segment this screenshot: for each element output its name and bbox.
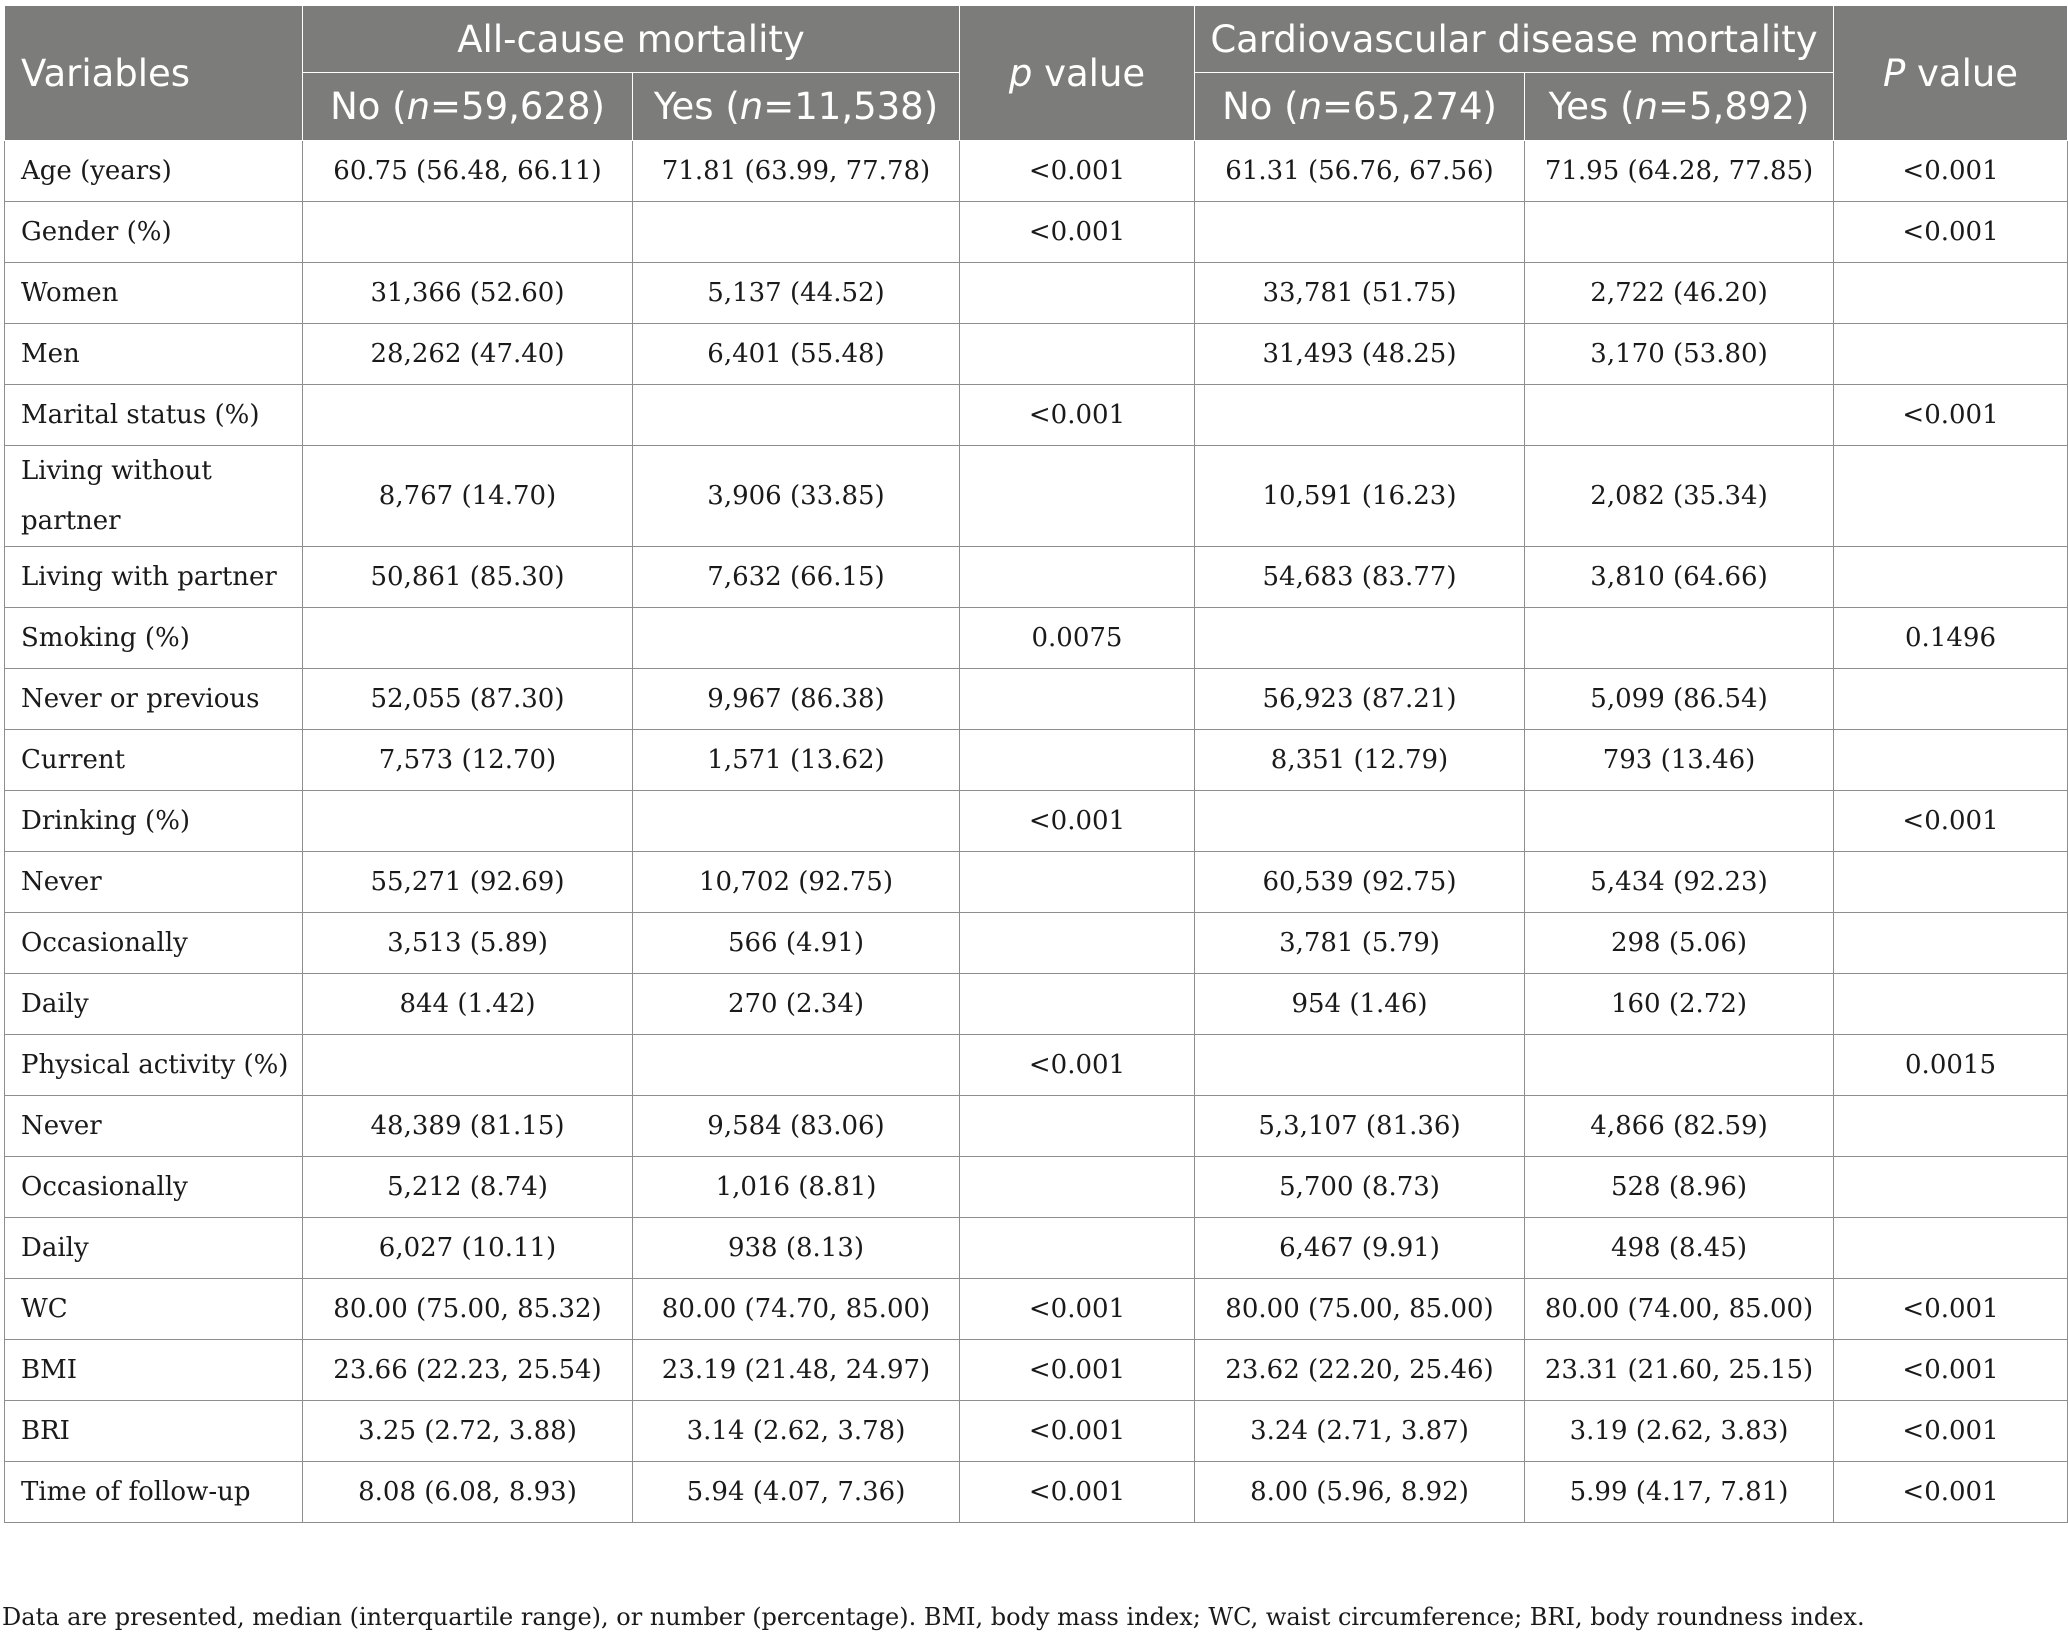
- cell-all-cause-yes: 7,632 (66.15): [633, 547, 960, 608]
- cell-variable: Age (years): [5, 141, 303, 202]
- table-row: [5, 1157, 2068, 1218]
- table-row: [5, 324, 2068, 385]
- table-row: [5, 446, 2068, 547]
- cell-all-cause-yes: 1,016 (8.81): [633, 1157, 960, 1218]
- table-row: [5, 730, 2068, 791]
- table-row: [5, 1218, 2068, 1279]
- cell-p-value-2: [1834, 669, 2068, 730]
- cell-variable: Gender (%): [5, 202, 303, 263]
- cell-all-cause-yes: 3.14 (2.62, 3.78): [633, 1401, 960, 1462]
- cell-variable: BMI: [5, 1340, 303, 1401]
- cell-variable: Time of follow-up: [5, 1462, 303, 1523]
- cell-all-cause-no: 6,027 (10.11): [303, 1218, 633, 1279]
- cell-cvd-no: 31,493 (48.25): [1195, 324, 1525, 385]
- cell-cvd-no: 6,467 (9.91): [1195, 1218, 1525, 1279]
- cell-cvd-yes: 298 (5.06): [1525, 913, 1834, 974]
- cell-cvd-yes: 3,810 (64.66): [1525, 547, 1834, 608]
- table-header: [5, 6, 2068, 141]
- cell-cvd-no: 33,781 (51.75): [1195, 263, 1525, 324]
- table-row: [5, 385, 2068, 446]
- cell-p-value-1: [960, 1157, 1195, 1218]
- table-row: [5, 1096, 2068, 1157]
- cell-cvd-no: [1195, 385, 1525, 446]
- cell-cvd-no: 23.62 (22.20, 25.46): [1195, 1340, 1525, 1401]
- characteristics-table: [4, 5, 2068, 1523]
- cell-p-value-1: [960, 446, 1195, 547]
- cell-variable: Never or previous: [5, 669, 303, 730]
- cell-all-cause-yes: 1,571 (13.62): [633, 730, 960, 791]
- cell-p-value-2: 0.0015: [1834, 1035, 2068, 1096]
- cell-p-value-2: [1834, 547, 2068, 608]
- cell-variable: Marital status (%): [5, 385, 303, 446]
- cell-cvd-no: 954 (1.46): [1195, 974, 1525, 1035]
- cell-cvd-no: 8,351 (12.79): [1195, 730, 1525, 791]
- cell-p-value-2: <0.001: [1834, 1462, 2068, 1523]
- cell-cvd-no: 5,3,107 (81.36): [1195, 1096, 1525, 1157]
- cell-variable: Never: [5, 1096, 303, 1157]
- cell-cvd-no: 54,683 (83.77): [1195, 547, 1525, 608]
- header-all-cause-mortality: All-cause mortality: [303, 6, 960, 73]
- cell-p-value-1: [960, 730, 1195, 791]
- cell-cvd-yes: [1525, 791, 1834, 852]
- cell-p-value-2: [1834, 974, 2068, 1035]
- cell-p-value-1: [960, 1218, 1195, 1279]
- cell-all-cause-yes: 270 (2.34): [633, 974, 960, 1035]
- cell-p-value-1: [960, 547, 1195, 608]
- cell-all-cause-yes: [633, 202, 960, 263]
- cell-p-value-1: <0.001: [960, 202, 1195, 263]
- table-row: [5, 608, 2068, 669]
- cell-variable: Drinking (%): [5, 791, 303, 852]
- cell-p-value-2: [1834, 1218, 2068, 1279]
- cell-all-cause-yes: 71.81 (63.99, 77.78): [633, 141, 960, 202]
- cell-p-value-2: [1834, 1096, 2068, 1157]
- cell-all-cause-yes: [633, 1035, 960, 1096]
- table-row: [5, 974, 2068, 1035]
- cell-cvd-no: [1195, 608, 1525, 669]
- cell-p-value-2: [1834, 852, 2068, 913]
- cell-variable: Men: [5, 324, 303, 385]
- cell-all-cause-yes: [633, 385, 960, 446]
- cell-all-cause-yes: [633, 791, 960, 852]
- cell-p-value-2: [1834, 913, 2068, 974]
- cell-all-cause-no: 8.08 (6.08, 8.93): [303, 1462, 633, 1523]
- cell-cvd-no: [1195, 1035, 1525, 1096]
- cell-p-value-1: <0.001: [960, 141, 1195, 202]
- header-all-cause-yes: Yes (n=11,538): [633, 73, 960, 141]
- cell-p-value-1: [960, 1096, 1195, 1157]
- cell-p-value-1: <0.001: [960, 1462, 1195, 1523]
- cell-p-value-1: [960, 669, 1195, 730]
- cell-cvd-yes: 2,082 (35.34): [1525, 446, 1834, 547]
- cell-cvd-no: 10,591 (16.23): [1195, 446, 1525, 547]
- cell-p-value-1: <0.001: [960, 385, 1195, 446]
- cell-all-cause-no: [303, 791, 633, 852]
- cell-all-cause-yes: 5,137 (44.52): [633, 263, 960, 324]
- cell-cvd-yes: 23.31 (21.60, 25.15): [1525, 1340, 1834, 1401]
- cell-all-cause-yes: [633, 608, 960, 669]
- cell-cvd-yes: [1525, 385, 1834, 446]
- cell-cvd-yes: 160 (2.72): [1525, 974, 1834, 1035]
- cell-p-value-2: [1834, 446, 2068, 547]
- cell-all-cause-yes: 10,702 (92.75): [633, 852, 960, 913]
- cell-cvd-yes: 80.00 (74.00, 85.00): [1525, 1279, 1834, 1340]
- cell-cvd-no: [1195, 202, 1525, 263]
- table-row: [5, 1462, 2068, 1523]
- cell-cvd-yes: 2,722 (46.20): [1525, 263, 1834, 324]
- cell-cvd-yes: 5,099 (86.54): [1525, 669, 1834, 730]
- cell-cvd-no: 8.00 (5.96, 8.92): [1195, 1462, 1525, 1523]
- cell-p-value-1: [960, 852, 1195, 913]
- cell-cvd-yes: 4,866 (82.59): [1525, 1096, 1834, 1157]
- header-cvd-yes: Yes (n=5,892): [1525, 73, 1834, 141]
- cell-all-cause-no: 844 (1.42): [303, 974, 633, 1035]
- cell-cvd-no: 3.24 (2.71, 3.87): [1195, 1401, 1525, 1462]
- table-row: [5, 1035, 2068, 1096]
- cell-all-cause-no: [303, 1035, 633, 1096]
- cell-all-cause-no: 8,767 (14.70): [303, 446, 633, 547]
- cell-cvd-yes: 498 (8.45): [1525, 1218, 1834, 1279]
- cell-cvd-yes: [1525, 1035, 1834, 1096]
- cell-cvd-no: 5,700 (8.73): [1195, 1157, 1525, 1218]
- table-row: [5, 669, 2068, 730]
- cell-p-value-2: [1834, 324, 2068, 385]
- cell-all-cause-yes: 80.00 (74.70, 85.00): [633, 1279, 960, 1340]
- cell-variable: Never: [5, 852, 303, 913]
- header-variables: Variables: [5, 6, 303, 141]
- cell-cvd-no: 56,923 (87.21): [1195, 669, 1525, 730]
- cell-variable: Physical activity (%): [5, 1035, 303, 1096]
- cell-cvd-no: 3,781 (5.79): [1195, 913, 1525, 974]
- cell-cvd-yes: [1525, 608, 1834, 669]
- table-row: [5, 1279, 2068, 1340]
- cell-p-value-2: <0.001: [1834, 1401, 2068, 1462]
- cell-cvd-no: 80.00 (75.00, 85.00): [1195, 1279, 1525, 1340]
- cell-all-cause-yes: 5.94 (4.07, 7.36): [633, 1462, 960, 1523]
- cell-variable: Smoking (%): [5, 608, 303, 669]
- cell-all-cause-no: 3.25 (2.72, 3.88): [303, 1401, 633, 1462]
- cell-cvd-no: [1195, 791, 1525, 852]
- header-all-cause-no: No (n=59,628): [303, 73, 633, 141]
- cell-all-cause-no: [303, 385, 633, 446]
- cell-variable: BRI: [5, 1401, 303, 1462]
- cell-p-value-1: <0.001: [960, 791, 1195, 852]
- cell-all-cause-yes: 566 (4.91): [633, 913, 960, 974]
- table-row: [5, 547, 2068, 608]
- cell-all-cause-no: 60.75 (56.48, 66.11): [303, 141, 633, 202]
- cell-all-cause-no: 7,573 (12.70): [303, 730, 633, 791]
- cell-cvd-yes: 3,170 (53.80): [1525, 324, 1834, 385]
- cell-all-cause-no: 3,513 (5.89): [303, 913, 633, 974]
- cell-all-cause-no: 28,262 (47.40): [303, 324, 633, 385]
- cell-p-value-1: <0.001: [960, 1279, 1195, 1340]
- table-row: [5, 1401, 2068, 1462]
- cell-p-value-1: [960, 324, 1195, 385]
- cell-p-value-2: <0.001: [1834, 385, 2068, 446]
- header-p-value-1: p value: [960, 6, 1195, 141]
- cell-cvd-no: 61.31 (56.76, 67.56): [1195, 141, 1525, 202]
- cell-cvd-yes: 3.19 (2.62, 3.83): [1525, 1401, 1834, 1462]
- cell-all-cause-no: 23.66 (22.23, 25.54): [303, 1340, 633, 1401]
- cell-cvd-yes: 5.99 (4.17, 7.81): [1525, 1462, 1834, 1523]
- header-p-value-2: P value: [1834, 6, 2068, 141]
- cell-variable: WC: [5, 1279, 303, 1340]
- cell-all-cause-no: [303, 202, 633, 263]
- header-cvd-no: No (n=65,274): [1195, 73, 1525, 141]
- table-body: [5, 141, 2068, 1523]
- cell-all-cause-no: 48,389 (81.15): [303, 1096, 633, 1157]
- cell-variable: Living without partner: [5, 446, 303, 547]
- cell-all-cause-yes: 9,967 (86.38): [633, 669, 960, 730]
- cell-all-cause-yes: 23.19 (21.48, 24.97): [633, 1340, 960, 1401]
- table-row: [5, 913, 2068, 974]
- cell-all-cause-no: 31,366 (52.60): [303, 263, 633, 324]
- cell-all-cause-yes: 6,401 (55.48): [633, 324, 960, 385]
- cell-cvd-yes: 71.95 (64.28, 77.85): [1525, 141, 1834, 202]
- cell-p-value-1: <0.001: [960, 1035, 1195, 1096]
- cell-p-value-2: <0.001: [1834, 1279, 2068, 1340]
- cell-p-value-1: [960, 913, 1195, 974]
- cell-cvd-yes: 793 (13.46): [1525, 730, 1834, 791]
- cell-all-cause-no: 55,271 (92.69): [303, 852, 633, 913]
- cell-all-cause-no: 52,055 (87.30): [303, 669, 633, 730]
- table-row: [5, 791, 2068, 852]
- cell-cvd-yes: 5,434 (92.23): [1525, 852, 1834, 913]
- cell-variable: Current: [5, 730, 303, 791]
- table-footnote: Data are presented, median (interquartile range), or number (percentage). BMI, body mass index; WC, waist circumference; BRI, body roundness index.: [2, 1603, 1865, 1631]
- cell-cvd-yes: 528 (8.96): [1525, 1157, 1834, 1218]
- cell-variable: Occasionally: [5, 1157, 303, 1218]
- cell-all-cause-yes: 938 (8.13): [633, 1218, 960, 1279]
- cell-p-value-2: [1834, 730, 2068, 791]
- cell-all-cause-yes: 9,584 (83.06): [633, 1096, 960, 1157]
- table-row: [5, 141, 2068, 202]
- table-row: [5, 1340, 2068, 1401]
- cell-p-value-1: [960, 974, 1195, 1035]
- cell-variable: Living with partner: [5, 547, 303, 608]
- cell-variable: Occasionally: [5, 913, 303, 974]
- cell-variable: Daily: [5, 974, 303, 1035]
- cell-p-value-2: <0.001: [1834, 791, 2068, 852]
- cell-p-value-2: <0.001: [1834, 202, 2068, 263]
- table-row: [5, 852, 2068, 913]
- cell-p-value-2: [1834, 1157, 2068, 1218]
- cell-variable: Daily: [5, 1218, 303, 1279]
- cell-p-value-2: <0.001: [1834, 1340, 2068, 1401]
- header-cvd-mortality: Cardiovascular disease mortality: [1195, 6, 1834, 73]
- cell-p-value-1: [960, 263, 1195, 324]
- cell-p-value-2: 0.1496: [1834, 608, 2068, 669]
- cell-variable: Women: [5, 263, 303, 324]
- cell-all-cause-no: 50,861 (85.30): [303, 547, 633, 608]
- cell-all-cause-yes: 3,906 (33.85): [633, 446, 960, 547]
- cell-cvd-no: 60,539 (92.75): [1195, 852, 1525, 913]
- cell-all-cause-no: 80.00 (75.00, 85.32): [303, 1279, 633, 1340]
- cell-p-value-1: <0.001: [960, 1401, 1195, 1462]
- cell-all-cause-no: 5,212 (8.74): [303, 1157, 633, 1218]
- cell-p-value-2: <0.001: [1834, 141, 2068, 202]
- cell-p-value-2: [1834, 263, 2068, 324]
- table-row: [5, 202, 2068, 263]
- cell-p-value-1: 0.0075: [960, 608, 1195, 669]
- table-row: [5, 263, 2068, 324]
- cell-all-cause-no: [303, 608, 633, 669]
- cell-p-value-1: <0.001: [960, 1340, 1195, 1401]
- cell-cvd-yes: [1525, 202, 1834, 263]
